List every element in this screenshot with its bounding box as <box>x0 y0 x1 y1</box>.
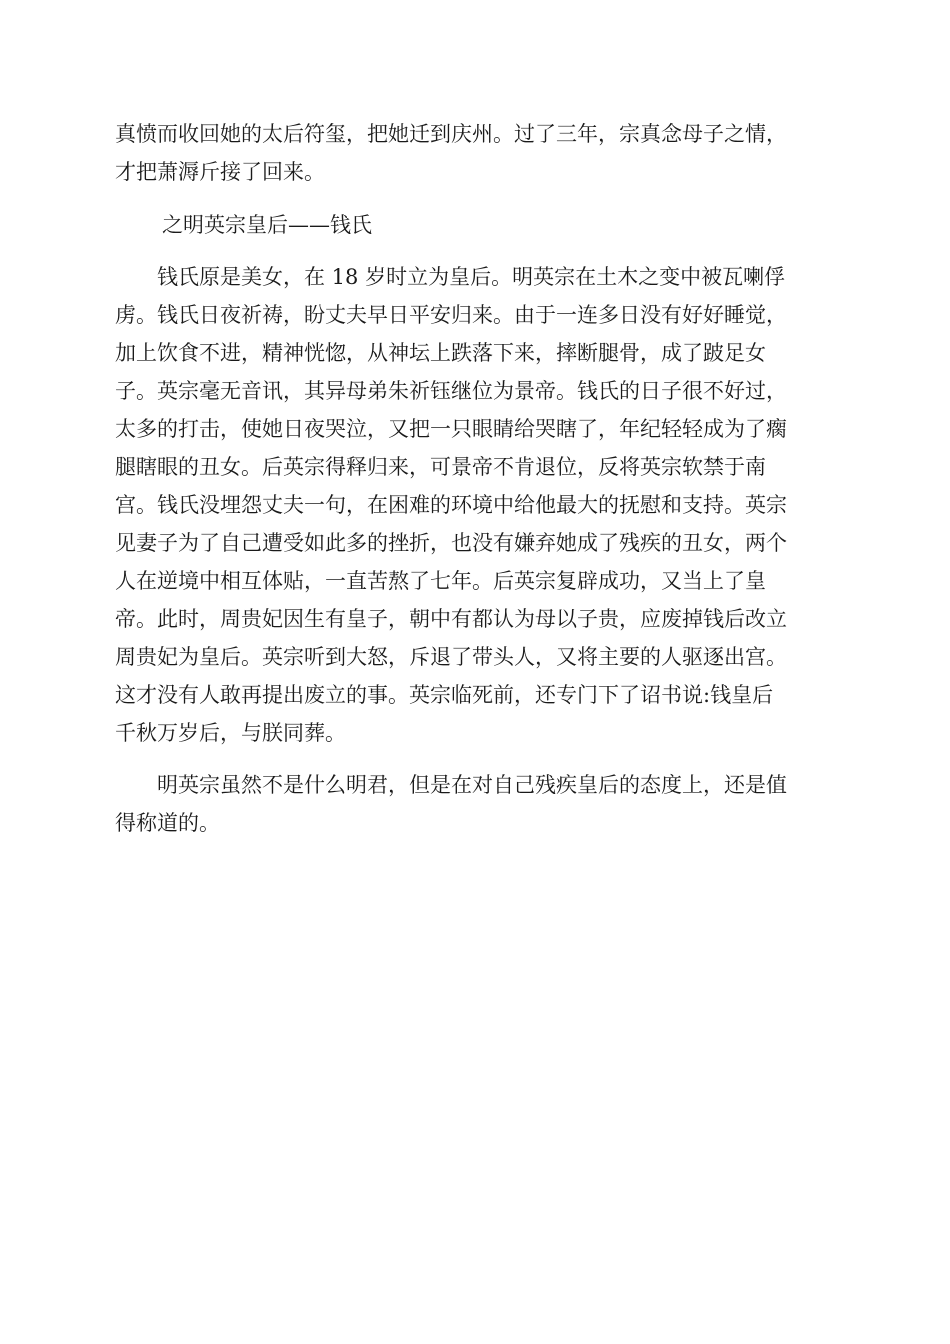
qian-paragraph <box>115 258 835 752</box>
paragraph-line: 帝。此时，周贵妃因生有皇子，朝中有都认为母以子贵，应废掉钱后改立 <box>115 607 787 631</box>
paragraph-line: 人在逆境中相互体贴，一直苦熬了七年。后英宗复辟成功，又当上了皇 <box>115 569 766 593</box>
paragraph-line: 才把萧溽斤接了回来。 <box>115 160 325 184</box>
paragraph-line: 周贵妃为皇后。英宗听到大怒，斥退了带头人，又将主要的人驱逐出宫。 <box>115 645 787 669</box>
paragraph-line: 钱氏原是美女，在 18 岁时立为皇后。明英宗在土木之变中被瓦喇俘 <box>115 265 786 289</box>
continuation-paragraph <box>115 115 835 191</box>
paragraph-line: 千秋万岁后，与朕同葬。 <box>115 721 346 745</box>
paragraph-line: 宫。钱氏没埋怨丈夫一句，在困难的环境中给他最大的抚慰和支持。英宗 <box>115 493 787 517</box>
conclusion-paragraph <box>115 766 835 842</box>
paragraph-line: 这才没有人敢再提出废立的事。英宗临死前，还专门下了诏书说:钱皇后 <box>115 683 774 707</box>
paragraph-line: 见妻子为了自己遭受如此多的挫折，也没有嫌弃她成了残疾的丑女，两个 <box>115 531 787 555</box>
paragraph-line: 腿瞎眼的丑女。后英宗得释归来，可景帝不肯退位，反将英宗软禁于南 <box>115 455 766 479</box>
section-heading <box>162 206 882 244</box>
paragraph-line: 真愤而收回她的太后符玺，把她迁到庆州。过了三年，宗真念母子之情， <box>115 122 787 146</box>
paragraph-line: 太多的打击，使她日夜哭泣，又把一只眼睛给哭瞎了，年纪轻轻成为了瘸 <box>115 417 787 441</box>
paragraph-line: 明英宗虽然不是什么明君，但是在对自己残疾皇后的态度上，还是值 <box>115 773 787 797</box>
paragraph-line: 加上饮食不进，精神恍惚，从神坛上跌落下来，摔断腿骨，成了跛足女 <box>115 341 766 365</box>
paragraph-line: 子。英宗毫无音讯，其异母弟朱祈钰继位为景帝。钱氏的日子很不好过， <box>115 379 787 403</box>
paragraph-line: 得称道的。 <box>115 811 220 835</box>
section-heading-text: 之明英宗皇后——钱氏 <box>162 213 372 237</box>
paragraph-line: 虏。钱氏日夜祈祷，盼丈夫早日平安归来。由于一连多日没有好好睡觉， <box>115 303 787 327</box>
